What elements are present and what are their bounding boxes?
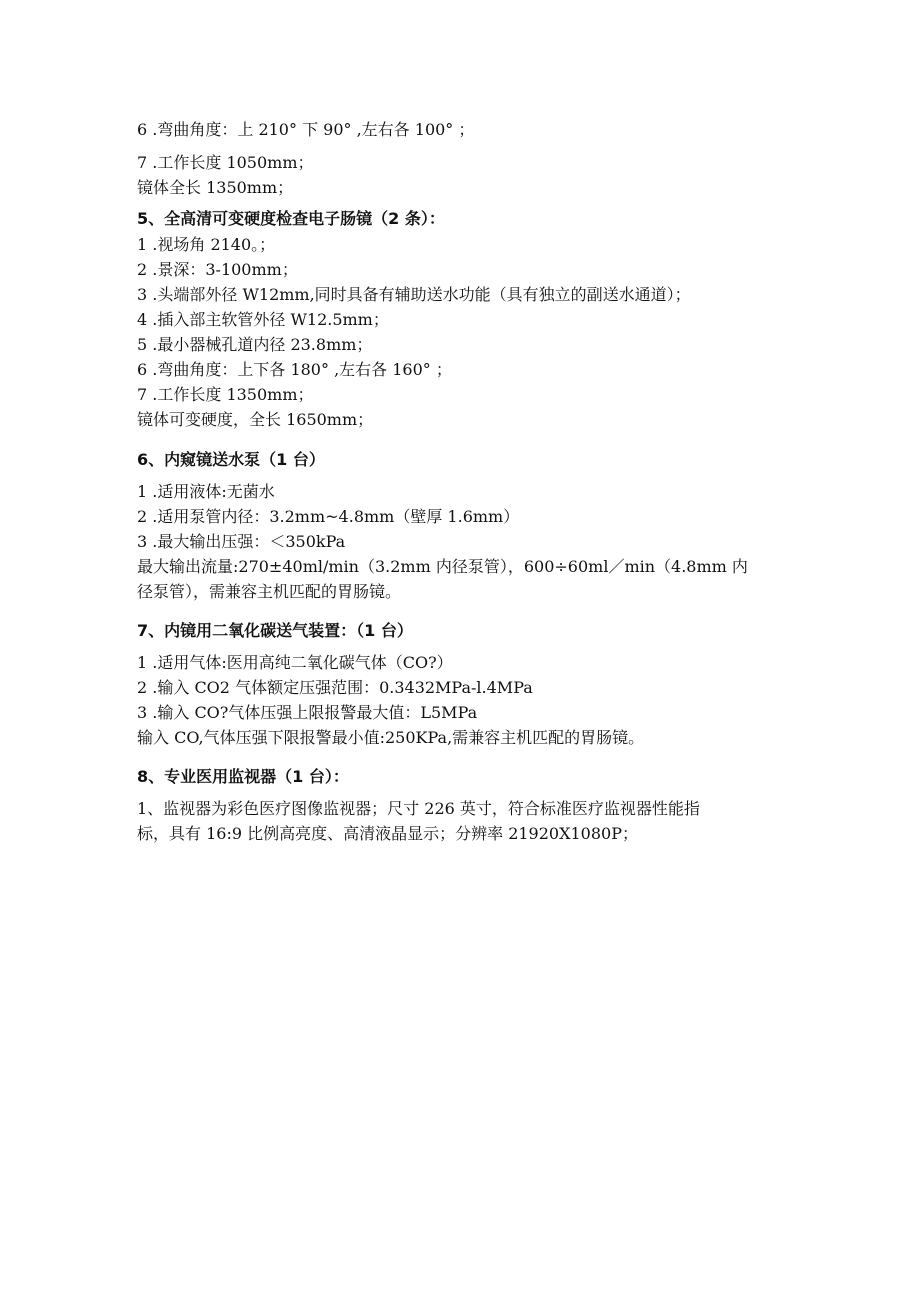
spec-line: 3 .最大输出压强：＜350kPa (137, 532, 346, 551)
spec-line: 4 .插入部主软管外径 W12.5mm； (137, 310, 389, 329)
spec-line: 2 .输入 CO2 气体额定压强范围：0.3432MPa-l.4MPa (137, 678, 533, 697)
spec-line: 2 .景深：3-100mm； (137, 260, 298, 279)
spec-line: 2 .适用泵管内径：3.2mm~4.8mm（壁厚 1.6mm） (137, 507, 520, 526)
spec-line: 径泵管），需兼容主机匹配的胃肠镜。 (137, 582, 402, 601)
spec-line: 最大输出流量:270±40ml/min（3.2mm 内径泵管），600÷60ml／min（4.8mm 内 (137, 557, 748, 576)
spec-line: 输入 CO,气体压强下限报警最小值:250KPa,需兼容主机匹配的胃肠镜。 (137, 728, 645, 747)
spec-line: 1 .适用气体:医用高纯二氧化碳气体（CO?） (137, 653, 453, 672)
spec-line: 3 .输入 CO?气体压强上限报警最大值：L5MPa (137, 703, 478, 722)
spec-line: 镜体全长 1350mm； (137, 178, 294, 197)
section-heading-5: 5、全高清可变硬度检查电子肠镜（2 条）： (137, 209, 445, 228)
spec-line: 1 .适用液体:无菌水 (137, 482, 275, 501)
section-heading-8: 8、专业医用监视器（1 台）： (137, 767, 349, 786)
spec-line: 7 .工作长度 1350mm； (137, 385, 314, 404)
spec-line: 7 .工作长度 1050mm； (137, 153, 314, 172)
spec-line: 6 .弯曲角度：上 210° 下 90° ,左右各 100° ； (137, 120, 475, 139)
spec-line: 1、监视器为彩色医疗图像监视器；尺寸 226 英寸，符合标准医疗监视器性能指 (137, 799, 700, 818)
spec-line: 3 .头端部外径 W12mm,同时具备有辅助送水功能（具有独立的副送水通道）； (137, 285, 691, 304)
section-heading-7: 7、内镜用二氧化碳送气装置：（1 台） (137, 621, 413, 640)
spec-line: 1 .视场角 2140。； (137, 235, 276, 254)
spec-line: 镜体可变硬度，全长 1650mm； (137, 410, 374, 429)
spec-line: 标，具有 16:9 比例高亮度、高清液晶显示；分辨率 21920X1080P； (137, 824, 638, 843)
spec-line: 6 .弯曲角度：上下各 180° ,左右各 160° ； (137, 360, 452, 379)
spec-line: 5 .最小器械孔道内径 23.8mm； (137, 335, 373, 354)
section-heading-6: 6、内窥镜送水泵（1 台） (137, 450, 325, 469)
